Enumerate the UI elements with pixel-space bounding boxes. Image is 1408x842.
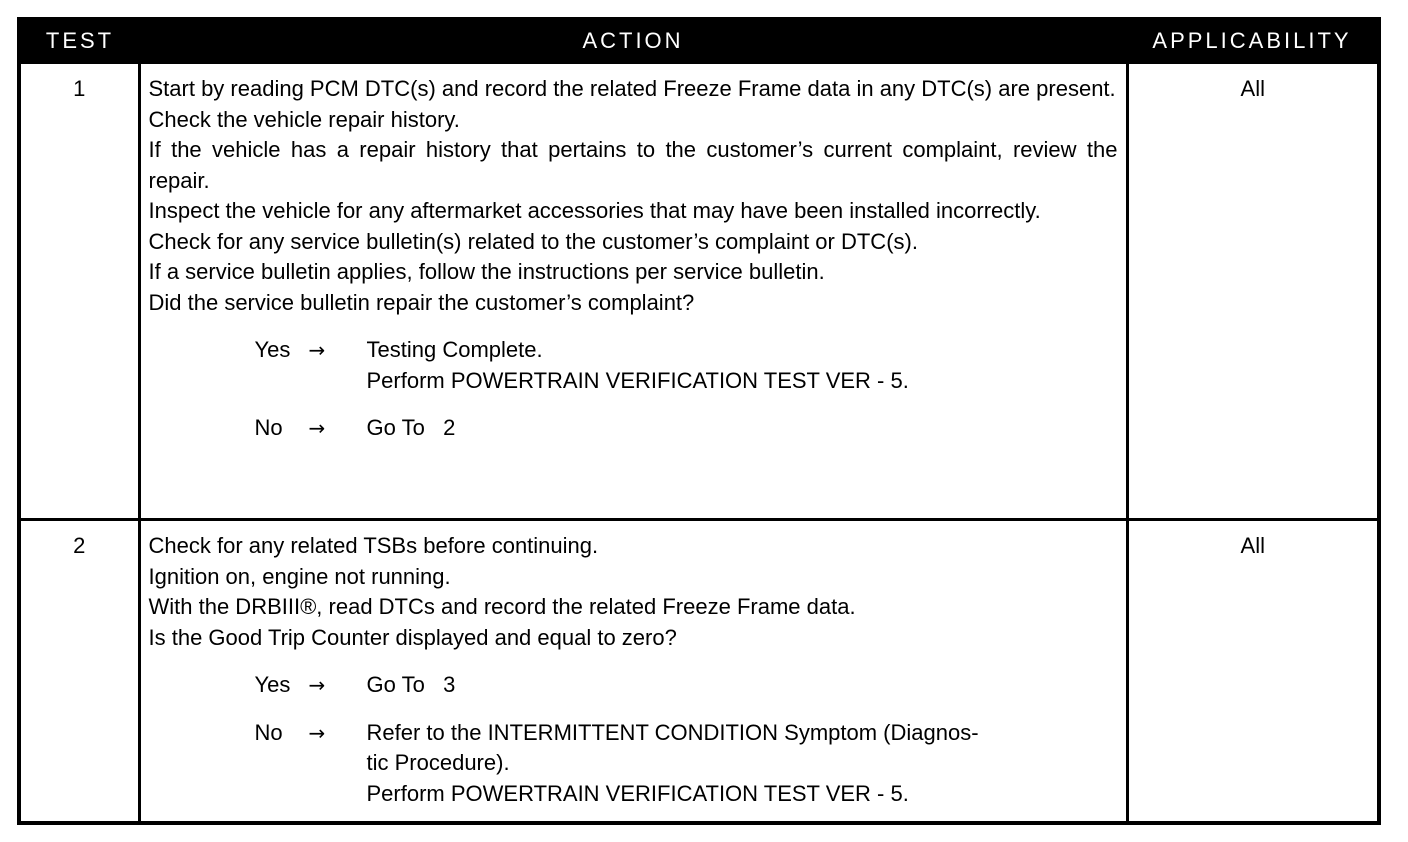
outcome-line: Go To 3 (366, 672, 456, 697)
outcome-no (149, 718, 1118, 810)
right-arrow-icon: → (308, 720, 326, 745)
outcome-line: Refer to the INTERMITTENT CONDITION Symptom (Diagnos- (366, 719, 979, 745)
outcome-text (367, 413, 1118, 444)
outcome-label: Yes (254, 337, 291, 362)
header-action: ACTION (139, 19, 1127, 63)
header-row (19, 19, 1379, 63)
applicability-value: All (1127, 63, 1379, 520)
action-text: If a service bulletin applies, follow the instructions per service bulletin. (148, 259, 825, 284)
diagnostic-table (17, 17, 1381, 825)
action-text: If the vehicle has a repair history that pertains to the customer’s current complaint, review the repair. (148, 137, 1118, 193)
table-header (19, 19, 1379, 63)
outcome-text (367, 335, 1118, 396)
test-number: 1 (19, 63, 139, 520)
test-number: 2 (19, 520, 139, 824)
right-arrow-icon: → (308, 416, 326, 440)
table-row (19, 63, 1379, 520)
action-text: Start by reading PCM DTC(s) and record the related Freeze Frame data in any DTC(s) are present. (148, 76, 1116, 101)
outcome-line: Go To 2 (366, 415, 456, 440)
outcome-label: Yes (254, 672, 291, 697)
outcome-line: tic Procedure). (366, 750, 510, 775)
action-text: Check for any service bulletin(s) related to the customer’s complaint or DTC(s). (148, 228, 918, 254)
outcome-line: Testing Complete. (366, 337, 543, 362)
outcome-label: No (254, 415, 283, 440)
action-text: Check for any related TSBs before continuing. (148, 533, 599, 558)
outcome-yes (149, 335, 1118, 396)
outcome-line: Perform POWERTRAIN VERIFICATION TEST VER - 5. (366, 780, 909, 806)
action-text: With the DRBIII®, read DTCs and record the related Freeze Frame data. (148, 594, 856, 619)
table-row (19, 520, 1379, 824)
action-text: Ignition on, engine not running. (148, 563, 451, 589)
header-applicability: APPLICABILITY (1127, 19, 1379, 63)
action-text: Check the vehicle repair history. (148, 106, 460, 132)
applicability-value: All (1127, 520, 1379, 824)
outcome-yes (149, 670, 1118, 701)
outcome-label: No (254, 719, 283, 745)
outcome-text (367, 670, 1118, 701)
table-body (19, 63, 1379, 824)
header-test: TEST (19, 19, 139, 63)
right-arrow-icon: → (308, 673, 326, 697)
action-cell (139, 520, 1127, 824)
outcome-no (149, 413, 1118, 444)
action-cell (139, 63, 1127, 520)
action-text: Is the Good Trip Counter displayed and equal to zero? (148, 624, 677, 650)
right-arrow-icon: → (308, 338, 326, 362)
outcome-line: Perform POWERTRAIN VERIFICATION TEST VER - 5. (366, 367, 909, 393)
outcome-text (367, 718, 1118, 810)
action-text: Did the service bulletin repair the customer’s complaint? (148, 289, 695, 315)
action-text: Inspect the vehicle for any aftermarket accessories that may have been installed incorrectly. (148, 198, 1041, 223)
